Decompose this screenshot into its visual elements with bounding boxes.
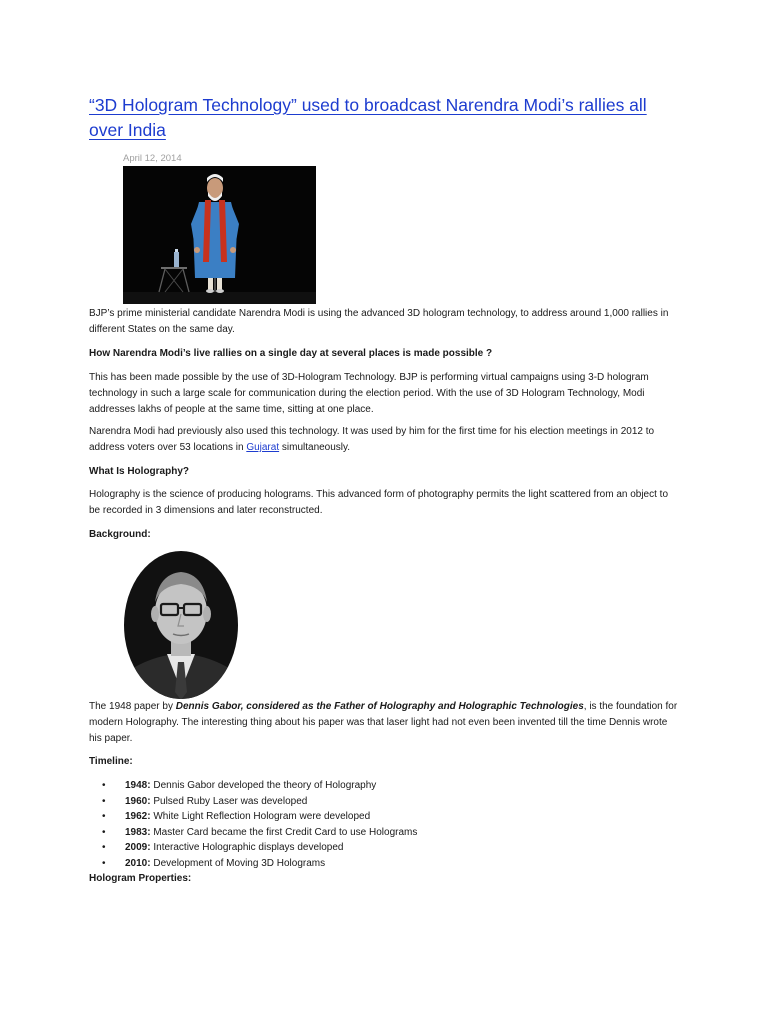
bullet-icon: •: [102, 795, 106, 807]
previous-use-text: Narendra Modi had previously also used this technology. It was used by him for the first time for his election meetings in 2012 to address voters over 53 locations in: [89, 426, 655, 453]
previous-use-paragraph: [89, 424, 679, 456]
bullet-icon: •: [102, 857, 106, 869]
hologram-properties-heading: Hologram Properties:: [89, 873, 192, 884]
timeline-year: 1948:: [125, 780, 151, 791]
modi-hologram-photo: [123, 166, 316, 304]
bullet-icon: •: [102, 811, 106, 822]
timeline-year: 1960:: [125, 795, 151, 807]
timeline-item: [89, 840, 417, 856]
timeline-item: [89, 825, 417, 841]
timeline-year: 2010:: [125, 857, 151, 869]
timeline-text: Development of Moving 3D Holograms: [150, 857, 326, 869]
timeline-item: [89, 778, 417, 794]
background-heading: Background:: [89, 529, 151, 540]
timeline-text: Dennis Gabor developed the theory of Holography: [150, 780, 377, 791]
timeline-heading: Timeline:: [89, 756, 133, 767]
question-heading: How Narendra Modi’s live rallies on a single day at several places is made possible ?: [89, 348, 493, 359]
intro-paragraph: BJP’s prime ministerial candidate Narendra Modi is using the advanced 3D hologram technology, to address around 1,000 rallies in different States on the same day.: [89, 308, 669, 335]
bullet-icon: •: [102, 826, 106, 838]
timeline-list: [89, 778, 417, 871]
what-is-holography-paragraph: Holography is the science of producing holograms. This advanced form of photography permits the light scattered from an object to be recorded in 3 dimensions and later reconstructed.: [89, 489, 669, 516]
timeline-item: [89, 809, 417, 825]
bullet-icon: •: [102, 842, 106, 853]
answer-paragraph: This has been made possible by the use of 3D-Hologram Technology. BJP is performing virtual campaigns using 3-D hologram technology in such a large scale for communication during the election period. With the use of 3D Hologram Technology, Modi addresses lakhs of people at the same time, sitting at one place.: [89, 372, 649, 415]
gujarat-link[interactable]: Gujarat: [246, 442, 280, 453]
modi-hologram-illustration: [123, 166, 316, 304]
timeline-text: Master Card became the first Credit Card to use Holograms: [150, 826, 418, 838]
article-date: April 12, 2014: [123, 153, 182, 164]
timeline-year: 1962:: [125, 811, 151, 822]
dennis-gabor-illustration: [123, 550, 240, 700]
dennis-gabor-portrait: [123, 550, 240, 700]
timeline-text: White Light Reflection Hologram were developed: [150, 811, 371, 822]
timeline-year: 2009:: [125, 842, 151, 853]
timeline-item: [89, 856, 417, 872]
article-title-link[interactable]: “3D Hologram Technology” used to broadcast Narendra Modi’s rallies all over India: [89, 95, 647, 140]
gabor-paragraph: [89, 699, 679, 747]
bullet-icon: •: [102, 780, 106, 791]
what-is-holography-heading: What Is Holography?: [89, 466, 189, 477]
gabor-text-end: , is the foundation for modern Holography. The interesting thing about his paper was that laser light had not even been invented till the time Dennis wrote his paper.: [89, 701, 678, 744]
timeline-text: Pulsed Ruby Laser was developed: [150, 795, 308, 807]
previous-use-text-end: simultaneously.: [279, 442, 351, 453]
timeline-year: 1983:: [125, 826, 151, 838]
gabor-emphasis: Dennis Gabor, considered as the Father of Holography and Holographic Technologies: [175, 701, 584, 712]
gabor-text-start: The 1948 paper by: [89, 701, 176, 712]
timeline-text: Interactive Holographic displays developed: [150, 842, 344, 853]
timeline-item: [89, 794, 417, 810]
